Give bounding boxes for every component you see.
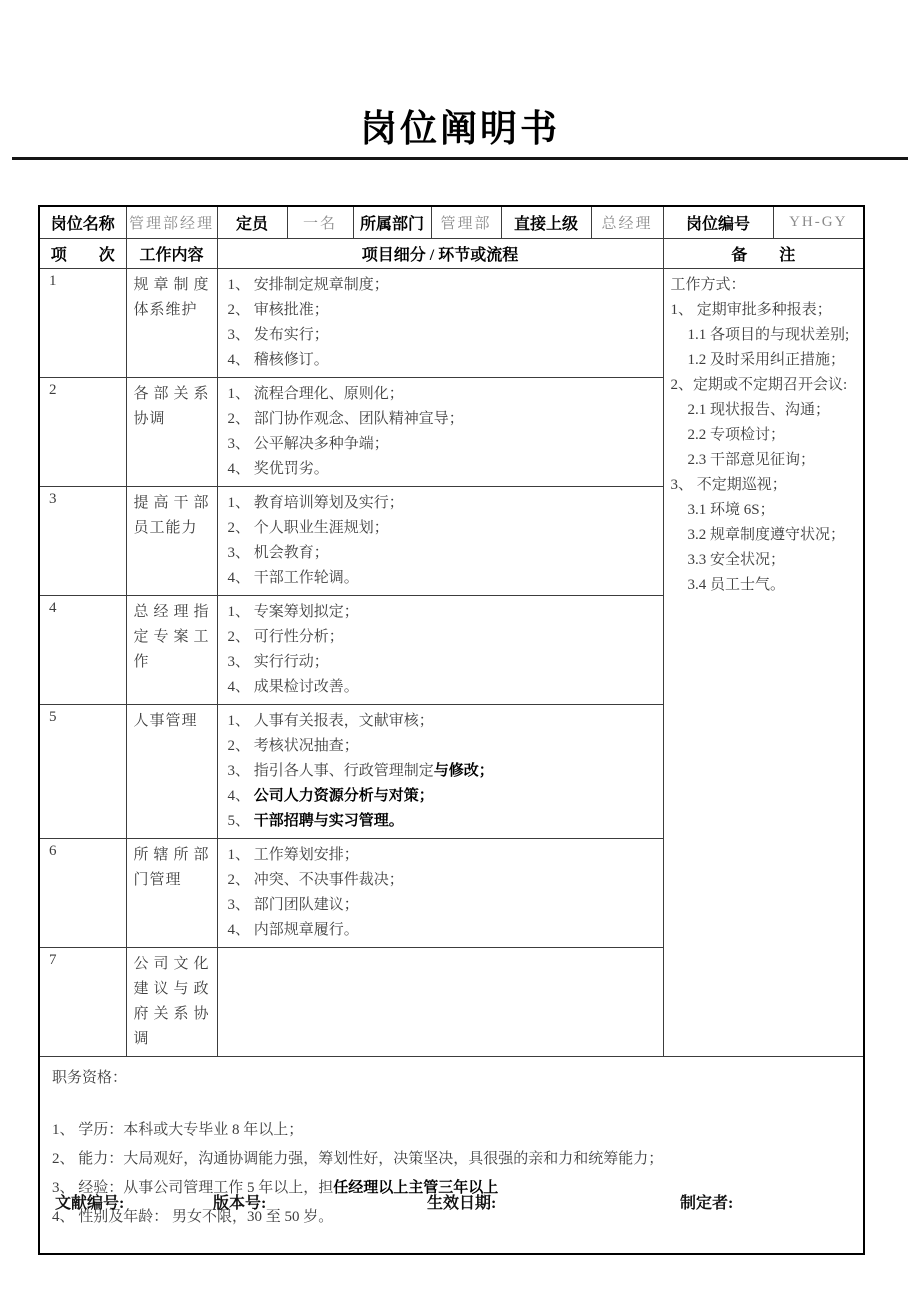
department-label: 所属部门 xyxy=(353,206,431,239)
detail-line: 3、 指引各人事、行政管理制定与修改； xyxy=(227,763,494,779)
row-index: 4 xyxy=(39,596,126,705)
work-content-cell: 总经理指定专案工作 xyxy=(126,596,217,705)
work-rows xyxy=(39,269,864,1057)
remark-line: 3.2 规章制度遵守状况； xyxy=(687,527,846,543)
doc-number-label: 文献编号: xyxy=(55,1195,125,1212)
detail-cell xyxy=(217,596,663,705)
remark-line: 3.3 安全状况； xyxy=(687,552,786,568)
detail-line: 1、 流程合理化、原则化； xyxy=(227,386,404,402)
detail-line: 4、 干部工作轮调。 xyxy=(227,570,359,586)
remark-cell xyxy=(663,269,864,1057)
work-content-cell: 公司文化建议与政府关系协调 xyxy=(126,948,217,1057)
row-index: 7 xyxy=(39,948,126,1057)
detail-line: 1、 专案筹划拟定； xyxy=(227,604,359,620)
detail-line: 2、 可行性分析； xyxy=(227,629,344,645)
position-code-value: YH-GY xyxy=(773,206,864,239)
detail-line: 1、 教育培训筹划及实行； xyxy=(227,495,404,511)
row-index: 1 xyxy=(39,269,126,378)
row-index: 6 xyxy=(39,839,126,948)
remark-line: 2.2 专项检讨； xyxy=(687,427,786,443)
detail-line: 1、 人事有关报表，文献审核； xyxy=(227,713,434,729)
qual-line: 4、 性别及年龄： 男女不限，30 至 50 岁。 xyxy=(52,1209,334,1225)
footer-row xyxy=(0,1190,920,1216)
work-content-cell: 各部关系协调 xyxy=(126,378,217,487)
remark-line: 1.2 及时采用纠正措施； xyxy=(687,352,846,368)
detail-cell xyxy=(217,839,663,948)
detail-line: 1、 安排制定规章制度； xyxy=(227,277,389,293)
remark-line: 3、 不定期巡视； xyxy=(670,477,787,493)
qualifications-heading: 职务资格： xyxy=(52,1070,128,1086)
detail-line: 4、 内部规章履行。 xyxy=(227,922,359,938)
remark-line: 工作方式： xyxy=(670,277,746,293)
detail-line: 4、 奖优罚劣。 xyxy=(227,461,329,477)
remark-line: 2.3 干部意见征询； xyxy=(687,452,816,468)
position-name-label: 岗位名称 xyxy=(39,206,126,239)
position-name-value: 管理部经理 xyxy=(126,206,217,239)
detail-line: 2、 个人职业生涯规划； xyxy=(227,520,389,536)
headcount-label: 定员 xyxy=(217,206,287,239)
detail-line: 1、 工作筹划安排； xyxy=(227,847,359,863)
department-value: 管理部 xyxy=(431,206,501,239)
qual-line: 1、 学历：本科或大专毕业 8 年以上； xyxy=(52,1122,304,1138)
detail-cell xyxy=(217,269,663,378)
row-index: 3 xyxy=(39,487,126,596)
detail-line: 3、 实行行动； xyxy=(227,654,329,670)
work-content-cell: 规章制度体系维护 xyxy=(126,269,217,378)
detail-line: 3、 部门团队建议； xyxy=(227,897,359,913)
column-header-row xyxy=(39,239,864,269)
row-index: 5 xyxy=(39,705,126,839)
qualifications-row xyxy=(39,1057,864,1254)
work-content-cell: 人事管理 xyxy=(126,705,217,839)
page-title: 岗位阐明书 xyxy=(360,109,560,150)
col-header-content: 工作内容 xyxy=(126,239,217,269)
detail-line: 5、 干部招聘与实习管理。 xyxy=(227,813,404,829)
detail-line: 4、 稽核修订。 xyxy=(227,352,329,368)
remark-line: 1、 定期审批多种报表； xyxy=(670,302,832,318)
detail-line: 3、 发布实行； xyxy=(227,327,329,343)
row-index: 2 xyxy=(39,378,126,487)
position-code-label: 岗位编号 xyxy=(663,206,773,239)
title-divider xyxy=(12,157,908,160)
qual-line: 2、 能力：大局观好，沟通协调能力强，筹划性好，决策坚决，具很强的亲和力和统筹能力； xyxy=(52,1151,664,1167)
version-label: 版本号: xyxy=(213,1195,267,1212)
detail-line: 2、 考核状况抽查； xyxy=(227,738,359,754)
work-content-cell: 所辖所部门管理 xyxy=(126,839,217,948)
col-header-remark: 备 注 xyxy=(663,239,864,269)
detail-line: 2、 审核批准； xyxy=(227,302,329,318)
detail-line: 3、 机会教育； xyxy=(227,545,329,561)
qual-line: 3、 经验：从事公司管理工作 5 年以上，担任经理以上主管三年以上 xyxy=(52,1180,499,1196)
remark-content xyxy=(671,273,864,598)
detail-cell xyxy=(217,705,663,839)
headcount-value: 一名 xyxy=(287,206,353,239)
remark-line: 2、定期或不定期召开会议: xyxy=(670,377,848,393)
remark-line: 2.1 现状报告、沟通； xyxy=(687,402,831,418)
col-header-detail: 项目细分 / 环节或流程 xyxy=(217,239,663,269)
qualifications-section xyxy=(39,1057,864,1254)
supervisor-value: 总经理 xyxy=(591,206,663,239)
detail-line: 4、 成果检讨改善。 xyxy=(227,679,359,695)
detail-line: 2、 冲突、不决事件裁决； xyxy=(227,872,404,888)
detail-cell xyxy=(217,378,663,487)
detail-line: 3、 公平解决多种争端； xyxy=(227,436,389,452)
remark-line: 3.4 员工士气。 xyxy=(687,577,786,593)
detail-cell xyxy=(217,948,663,1057)
remark-line: 1.1 各项目的与现状差别; xyxy=(687,327,850,343)
col-header-index: 项 次 xyxy=(39,239,126,269)
effective-date-label: 生效日期: xyxy=(427,1195,497,1212)
detail-cell xyxy=(217,487,663,596)
supervisor-label: 直接上级 xyxy=(501,206,591,239)
author-label: 制定者: xyxy=(680,1195,734,1212)
work-row xyxy=(39,269,864,378)
detail-line: 2、 部门协作观念、团队精神宣导； xyxy=(227,411,464,427)
work-content-cell: 提高干部员工能力 xyxy=(126,487,217,596)
meta-row xyxy=(39,206,864,239)
detail-line: 4、 公司人力资源分析与对策； xyxy=(227,788,434,804)
remark-line: 3.1 环境 6S； xyxy=(687,502,775,518)
job-description-table xyxy=(38,205,865,1255)
qualifications-cell xyxy=(39,1057,864,1254)
